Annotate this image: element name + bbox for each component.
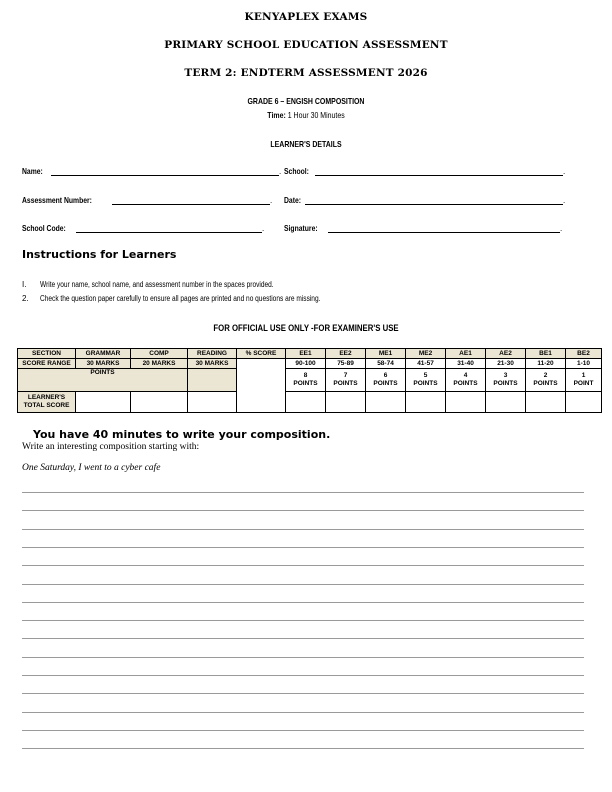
writing-line[interactable] bbox=[22, 602, 584, 603]
table-header-cell: READING bbox=[188, 349, 237, 359]
section-marks-cell: 20 MARKS bbox=[131, 359, 188, 369]
points-unit: POINTS bbox=[373, 380, 398, 387]
grade-cell[interactable] bbox=[406, 392, 446, 413]
school-code-label: School Code: bbox=[22, 223, 66, 233]
composition-starter: One Saturday, I went to a cyber cafe bbox=[22, 463, 161, 473]
points-unit: POINTS bbox=[293, 380, 318, 387]
signature-line[interactable] bbox=[328, 223, 560, 233]
grade-cell[interactable] bbox=[446, 392, 486, 413]
grade-cell[interactable] bbox=[486, 392, 526, 413]
name-field[interactable]: Name: . bbox=[22, 166, 282, 176]
instruction-number: I. bbox=[22, 280, 27, 289]
points-label: POINTS bbox=[18, 369, 188, 392]
school-label: School: bbox=[284, 166, 309, 176]
examiner-score-table bbox=[17, 348, 602, 413]
subject-title: GRADE 6 – ENGISH COMPOSITION bbox=[247, 96, 365, 106]
instruction-text: Write your name, school name, and assessment number in the spaces provided. bbox=[40, 280, 274, 289]
range-cell: 58-74 bbox=[366, 359, 406, 369]
details-row-2 bbox=[22, 195, 570, 209]
points-value: 3 bbox=[503, 372, 508, 379]
range-cell: 21-30 bbox=[486, 359, 526, 369]
assessment-number-label: Assessment Number: bbox=[22, 195, 92, 205]
points-unit: POINTS bbox=[333, 380, 358, 387]
time-value: 1 Hour 30 Minutes bbox=[287, 110, 345, 120]
total-score-label bbox=[18, 392, 76, 413]
details-row-3 bbox=[22, 223, 570, 237]
assessment-number-field[interactable]: Assessment Number: . bbox=[22, 195, 273, 205]
section-marks-cell: 30 MARKS bbox=[188, 359, 237, 369]
instruction-number: 2. bbox=[22, 294, 29, 303]
grade-cell[interactable] bbox=[526, 392, 566, 413]
time-label: Time: bbox=[267, 110, 286, 120]
grammar-score-cell[interactable] bbox=[76, 392, 131, 413]
writing-line[interactable] bbox=[22, 584, 584, 585]
writing-line[interactable] bbox=[22, 675, 584, 676]
signature-label: Signature: bbox=[284, 223, 318, 233]
name-line[interactable] bbox=[51, 166, 279, 176]
writing-line[interactable] bbox=[22, 547, 584, 548]
points-cell bbox=[526, 369, 566, 392]
points-unit: POINTS bbox=[493, 380, 518, 387]
points-unit: POINTS bbox=[533, 380, 558, 387]
school-code-line[interactable] bbox=[76, 223, 262, 233]
instruction-item-2 bbox=[22, 294, 582, 303]
grade-cell[interactable] bbox=[366, 392, 406, 413]
composition-time-note: You have 40 minutes to write your composition. bbox=[33, 428, 331, 441]
school-code-field[interactable]: School Code: . bbox=[22, 223, 265, 233]
instruction-text: Check the question paper carefully to ensure all pages are printed and no questions are missing. bbox=[40, 294, 321, 303]
official-use-title: FOR OFFICIAL USE ONLY -FOR EXAMINER'S USE bbox=[213, 323, 399, 334]
range-cell: 31-40 bbox=[446, 359, 486, 369]
points-cell bbox=[326, 369, 366, 392]
points-unit: POINT bbox=[573, 380, 594, 387]
total-label-line-2: TOTAL SCORE bbox=[23, 402, 70, 409]
writing-line[interactable] bbox=[22, 492, 584, 493]
total-label-line-1: LEARNER'S bbox=[27, 394, 66, 401]
table-header-cell: GRAMMAR bbox=[76, 349, 131, 359]
grade-cell[interactable] bbox=[286, 392, 326, 413]
reading-score-cell[interactable] bbox=[188, 392, 237, 413]
writing-line[interactable] bbox=[22, 657, 584, 658]
table-header-cell: % SCORE bbox=[237, 349, 286, 359]
writing-line[interactable] bbox=[22, 730, 584, 731]
points-unit: POINTS bbox=[413, 380, 438, 387]
details-row-1 bbox=[22, 166, 570, 180]
points-cell bbox=[366, 369, 406, 392]
time-line bbox=[55, 110, 557, 120]
points-cell bbox=[406, 369, 446, 392]
points-cell bbox=[286, 369, 326, 392]
learner-details-title: LEARNER'S DETAILS bbox=[270, 139, 342, 149]
grade-cell[interactable] bbox=[566, 392, 602, 413]
instructions-title: Instructions for Learners bbox=[22, 248, 177, 261]
total-score-row bbox=[18, 392, 602, 413]
table-header-cell: ME1 bbox=[366, 349, 406, 359]
points-value: 4 bbox=[463, 372, 468, 379]
section-marks-cell: 30 MARKS bbox=[76, 359, 131, 369]
points-unit: POINTS bbox=[453, 380, 478, 387]
points-blank-cell bbox=[188, 369, 237, 392]
table-header-cell: SECTION bbox=[18, 349, 76, 359]
points-value: 8 bbox=[303, 372, 308, 379]
name-label: Name: bbox=[22, 166, 43, 176]
writing-line[interactable] bbox=[22, 748, 584, 749]
points-row bbox=[18, 369, 602, 392]
table-header-cell: AE2 bbox=[486, 349, 526, 359]
points-value: 7 bbox=[343, 372, 348, 379]
range-cell: 75-89 bbox=[326, 359, 366, 369]
table-header-row bbox=[18, 349, 602, 359]
writing-line[interactable] bbox=[22, 638, 584, 639]
date-field[interactable]: Date: . bbox=[284, 195, 566, 205]
points-value: 1 bbox=[581, 372, 586, 379]
composition-instruction: Write an interesting composition starting with: bbox=[22, 442, 200, 452]
writing-line[interactable] bbox=[22, 565, 584, 566]
points-cell bbox=[486, 369, 526, 392]
assessment-number-line[interactable] bbox=[112, 195, 270, 205]
table-header-cell: EE2 bbox=[326, 349, 366, 359]
signature-field[interactable]: Signature: . bbox=[284, 223, 563, 233]
table-header-cell: COMP bbox=[131, 349, 188, 359]
writing-line[interactable] bbox=[22, 620, 584, 621]
term-title: TERM 2: ENDTERM ASSESSMENT 2026 bbox=[184, 67, 428, 79]
range-cell: 1-10 bbox=[566, 359, 602, 369]
comp-score-cell[interactable] bbox=[131, 392, 188, 413]
range-cell: 41-57 bbox=[406, 359, 446, 369]
points-value: 5 bbox=[423, 372, 428, 379]
points-cell bbox=[446, 369, 486, 392]
range-cell: 11-20 bbox=[526, 359, 566, 369]
table-header-cell: ME2 bbox=[406, 349, 446, 359]
score-range-row bbox=[18, 359, 602, 369]
score-range-label: SCORE RANGE bbox=[18, 359, 76, 369]
table-header-cell: AE1 bbox=[446, 349, 486, 359]
percent-score-cell[interactable] bbox=[237, 359, 286, 413]
writing-line[interactable] bbox=[22, 510, 584, 511]
assessment-title: PRIMARY SCHOOL EDUCATION ASSESSMENT bbox=[164, 39, 448, 51]
school-line[interactable] bbox=[315, 166, 563, 176]
table-header-cell: EE1 bbox=[286, 349, 326, 359]
date-line[interactable] bbox=[305, 195, 563, 205]
points-cell bbox=[566, 369, 602, 392]
grade-cell[interactable] bbox=[326, 392, 366, 413]
range-cell: 90-100 bbox=[286, 359, 326, 369]
table-header-cell: BE1 bbox=[526, 349, 566, 359]
writing-line[interactable] bbox=[22, 712, 584, 713]
school-field[interactable]: School: . bbox=[284, 166, 566, 176]
table-header-cell: BE2 bbox=[566, 349, 602, 359]
writing-line[interactable] bbox=[22, 693, 584, 694]
writing-line[interactable] bbox=[22, 529, 584, 530]
exam-org-title: KENYAPLEX EXAMS bbox=[244, 11, 368, 23]
instruction-item-1 bbox=[22, 280, 582, 289]
points-value: 6 bbox=[383, 372, 388, 379]
date-label: Date: bbox=[284, 195, 302, 205]
points-value: 2 bbox=[543, 372, 548, 379]
